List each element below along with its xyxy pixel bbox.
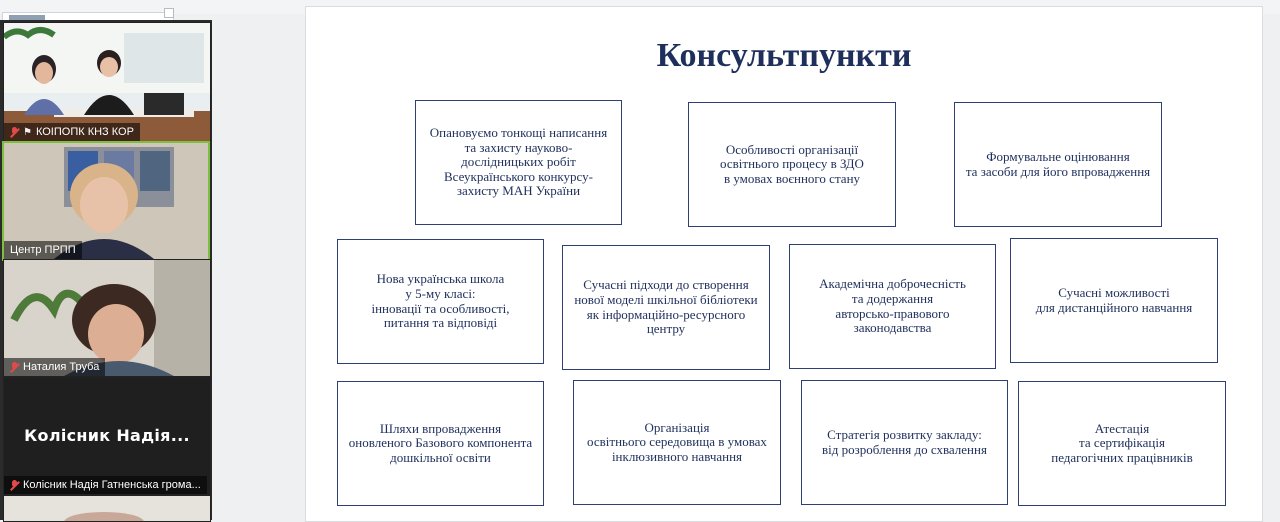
topic-box: Атестація та сертифікація педагогічних працівників bbox=[1018, 381, 1226, 506]
topic-box: Академічна доброчесність та додержання авторсько-правового законодавства bbox=[789, 244, 996, 369]
participant-name: Наталия Труба bbox=[23, 361, 100, 373]
mic-muted-icon bbox=[10, 480, 19, 491]
topic-box: Сучасні можливості для дистанційного навчання bbox=[1010, 238, 1218, 363]
topic-box: Опановуємо тонкощі написання та захисту науково- дослідницьких робіт Всеукраїнського конкурсу- захисту МАН України bbox=[415, 100, 622, 225]
mic-muted-icon bbox=[10, 127, 19, 138]
video-feed bbox=[4, 496, 210, 521]
participant-label bbox=[4, 476, 207, 494]
participant-tile-no-video[interactable] bbox=[3, 377, 211, 495]
participant-tile[interactable] bbox=[3, 22, 211, 142]
participant-name: Центр ПРПП bbox=[10, 244, 76, 256]
topic-box: Організація освітнього середовища в умовах інклюзивного навчання bbox=[573, 380, 781, 505]
participant-name: Колісник Надія Гатненська грома... bbox=[23, 479, 201, 491]
topic-box: Нова українська школа у 5-му класі: інновації та особливості, питання та відповіді bbox=[337, 239, 544, 364]
topic-box: Особливості організації освітнього процесу в ЗДО в умовах воєнного стану bbox=[688, 102, 896, 227]
participant-tile[interactable] bbox=[3, 495, 211, 522]
participant-label bbox=[4, 123, 140, 141]
slide-title: Консультпункти bbox=[656, 37, 912, 74]
topic-box: Стратегія розвитку закладу: від розроблення до схвалення bbox=[801, 380, 1008, 505]
participant-label bbox=[4, 241, 82, 259]
topic-box: Шляхи впровадження оновленого Базового компонента дошкільної освіти bbox=[337, 381, 544, 506]
window-control-icon[interactable] bbox=[164, 8, 174, 18]
pin-icon: ⚑ bbox=[23, 126, 32, 138]
topic-box: Формувальне оцінювання та засоби для його впровадження bbox=[954, 102, 1162, 227]
topic-box: Сучасні підходи до створення нової моделі шкільної бібліотеки як інформаційно-ресурсного центру bbox=[562, 245, 770, 370]
participant-tile[interactable] bbox=[3, 259, 211, 377]
presentation-slide bbox=[305, 6, 1263, 522]
participant-tile-active-speaker[interactable] bbox=[2, 141, 210, 261]
mic-muted-icon bbox=[10, 362, 19, 373]
participant-display-name: Колісник Надія... bbox=[24, 426, 190, 445]
participant-name: КОІПОПК КНЗ КОР bbox=[35, 126, 134, 138]
participant-label bbox=[4, 358, 105, 376]
participants-panel bbox=[0, 20, 212, 520]
